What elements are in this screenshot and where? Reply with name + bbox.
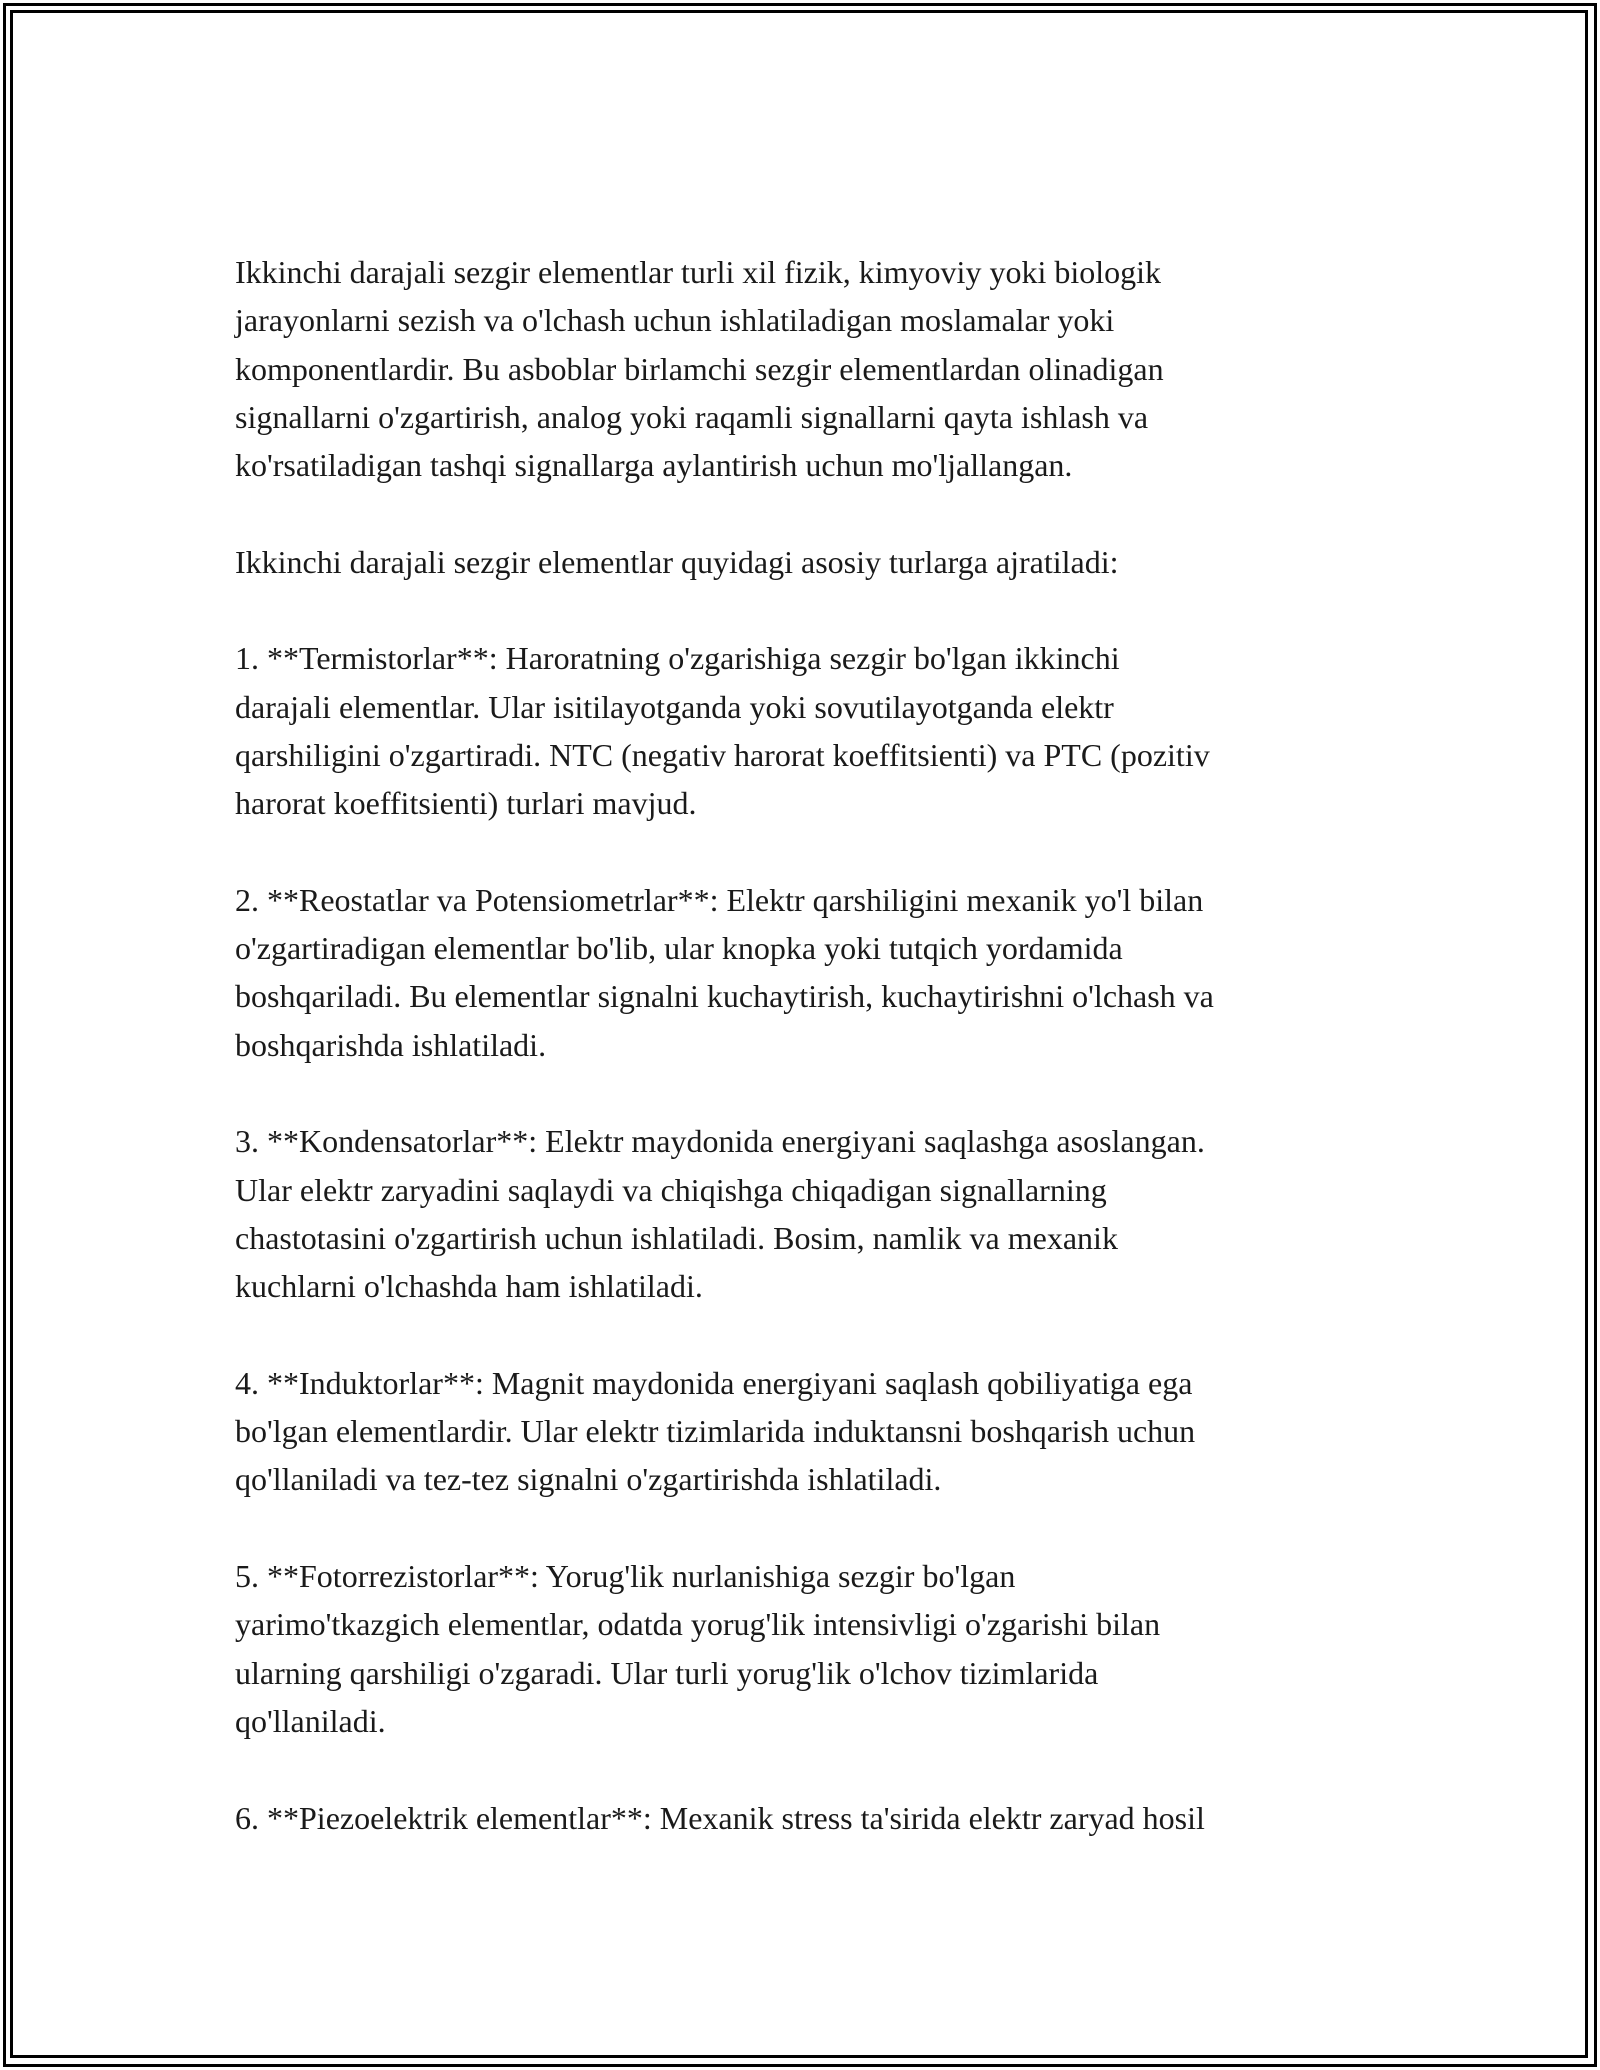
- list-item-fotorrezistorlar: 5. **Fotorrezistorlar**: Yorug'lik nurlanishiga sezgir bo'lgan yarimo'tkazgich elementlar, odatda yorug'lik intensivligi o'zgarishi bilan ularning qarshiligi o'zgaradi. Ular turli yorug'lik o'lchov tizimlarida qo'llaniladi.: [235, 1558, 1161, 1739]
- intro-paragraph: Ikkinchi darajali sezgir elementlar turli xil fizik, kimyoviy yoki biologik jarayonlarni sezish va o'lchash uchun ishlatiladigan moslamalar yoki komponentlardir. Bu asboblar birlamchi sezgir elementlardan olinadigan signallarni o'zgartirish, analog yoki raqamli signallarni qayta ishlash va ko'rsatiladigan tashqi signallarga aylantirish uchun mo'ljallangan.: [235, 254, 1164, 484]
- document-body: [235, 248, 1365, 1890]
- list-item-termistorlar: 1. **Termistorlar**: Haroratning o'zgarishiga sezgir bo'lgan ikkinchi darajali elementlar. Ular isitilayotganda yoki sovutilayotganda elektr qarshiligini o'zgartiradi. NTC (negativ harorat koeffitsienti) va PTC (pozitiv harorat koeffitsienti) turlari mavjud.: [235, 640, 1210, 822]
- types-intro-paragraph: Ikkinchi darajali sezgir elementlar quyidagi asosiy turlarga ajratiladi:: [235, 543, 1119, 580]
- list-item-piezoelektrik: 6. **Piezoelektrik elementlar**: Mexanik stress ta'sirida elektr zaryad hosil: [235, 1799, 1205, 1836]
- list-item-kondensatorlar: 3. **Kondensatorlar**: Elektr maydonida energiyani saqlashga asoslangan. Ular elektr zaryadini saqlaydi va chiqishga chiqadigan signallarning chastotasini o'zgartirish uchun ishlatiladi. Bosim, namlik va mexanik kuchlarni o'lchashda ham ishlatiladi.: [235, 1123, 1205, 1305]
- list-item-induktorlar: 4. **Induktorlar**: Magnit maydonida energiyani saqlash qobiliyatiga ega bo'lgan elementlardir. Ular elektr tizimlarida induktansni boshqarish uchun qo'llaniladi va tez-tez signalni o'zgartirishda ishlatiladi.: [235, 1364, 1196, 1498]
- list-item-reostatlar: 2. **Reostatlar va Potensiometrlar**: Elektr qarshiligini mexanik yo'l bilan o'zgartiradigan elementlar bo'lib, ular knopka yoki tutqich yordamida boshqariladi. Bu elementlar signalni kuchaytirish, kuchaytirishni o'lchash va boshqarishda ishlatiladi.: [235, 881, 1214, 1063]
